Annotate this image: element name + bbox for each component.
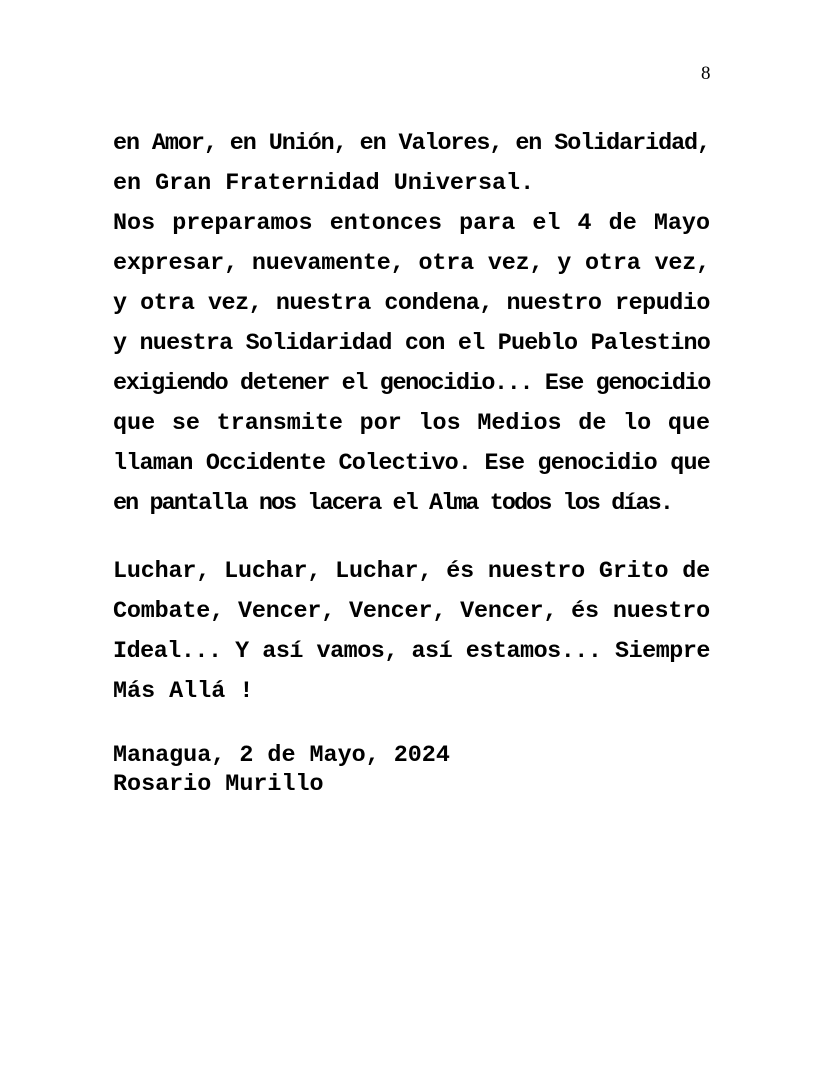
text-line	[113, 324, 710, 364]
text-line	[113, 552, 710, 592]
text-line-content: en Gran Fraternidad Universal.	[113, 171, 535, 197]
text-line-content: Ideal... Y así vamos, así estamos... Siempre	[113, 639, 710, 665]
paragraph-gap	[113, 712, 710, 742]
text-line-content: Nos preparamos entonces para el 4 de Mayo	[113, 211, 710, 237]
text-line	[113, 444, 710, 484]
text-line	[113, 244, 710, 284]
text-line-content: Combate, Vencer, Vencer, Vencer, és nuestro	[113, 599, 710, 625]
text-line-content: llaman Occidente Colectivo. Ese genocidio que	[113, 451, 710, 477]
text-line-content: Más Allá !	[113, 679, 254, 705]
text-line	[113, 404, 710, 444]
text-line	[113, 204, 710, 244]
document-body	[113, 124, 710, 800]
text-line	[113, 632, 710, 672]
text-line-content: y nuestra Solidaridad con el Pueblo Palestino	[113, 331, 710, 357]
text-line-content: Luchar, Luchar, Luchar, és nuestro Grito de	[113, 559, 710, 585]
text-line-content: Managua, 2 de Mayo, 2024	[113, 743, 450, 769]
page-number: 8	[701, 63, 711, 84]
text-line	[113, 364, 710, 404]
text-line	[113, 164, 710, 204]
text-line-content: Rosario Murillo	[113, 772, 324, 798]
text-line	[113, 742, 710, 771]
text-line	[113, 672, 710, 712]
text-line-content: exigiendo detener el genocidio... Ese genocidio	[113, 371, 710, 397]
text-line	[113, 771, 710, 800]
text-line	[113, 284, 710, 324]
text-line-content: en Amor, en Unión, en Valores, en Solidaridad,	[113, 131, 710, 157]
text-line	[113, 592, 710, 632]
text-line	[113, 484, 710, 524]
text-line-content: que se transmite por los Medios de lo que	[113, 411, 710, 437]
paragraph-gap	[113, 524, 710, 552]
text-line	[113, 124, 710, 164]
text-line-content: expresar, nuevamente, otra vez, y otra vez,	[113, 251, 710, 277]
text-line-content: en pantalla nos lacera el Alma todos los días.	[113, 491, 672, 517]
text-line-content: y otra vez, nuestra condena, nuestro repudio	[113, 291, 710, 317]
